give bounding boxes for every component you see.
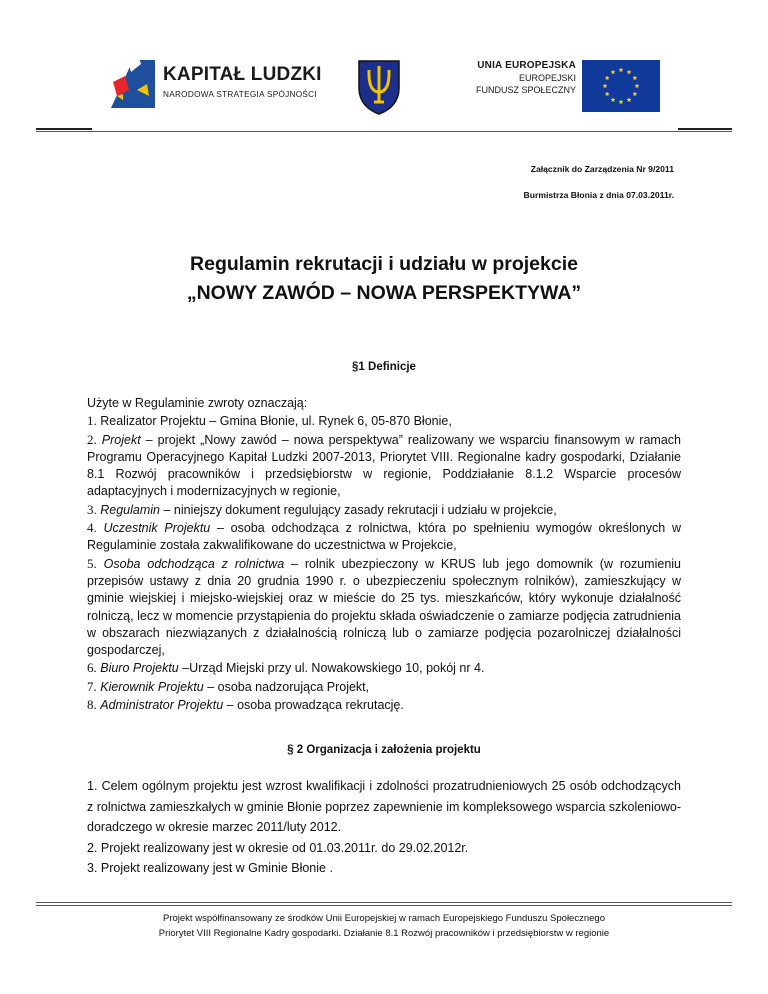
blonie-crest-icon — [356, 58, 402, 116]
definition-item — [87, 431, 681, 501]
section-2-body — [87, 776, 681, 879]
header-rule — [36, 131, 732, 132]
definition-number: 6. — [87, 660, 97, 676]
definition-number: 8. — [87, 697, 97, 713]
eu-flag-icon — [582, 60, 660, 112]
definition-number: 1. — [87, 413, 97, 429]
header-rule-left — [36, 128, 92, 130]
definition-number: 4. — [87, 520, 97, 536]
definition-term: Uczestnik Projektu — [103, 521, 211, 536]
definition-text: – niniejszy dokument regulujący zasady rekrutacji i udziału w projekcie, — [160, 502, 557, 517]
footer-rule-1 — [36, 902, 732, 903]
section-2-paragraph-2: 2. Projekt realizowany jest w okresie od 01.03.2011r. do 29.02.2012r. — [87, 840, 469, 855]
definition-text: – projekt „Nowy zawód – nowa perspektywa” realizowany we wsparciu finansowym w ramach Programu Operacyjnego Kapitał Ludzki 2007-2013, Priorytet VIII. Regionalne kadry gospodarki, Działanie 8.1 Rozwój pracowników i przedsiębiorstw w regionie, Poddziałanie 8.1.2 Wsparcie procesów adaptacyjnych i modernizacyjnych w regionie, — [87, 432, 681, 499]
annex-line-2: Burmistrza Błonia z dnia 07.03.2011r. — [523, 190, 674, 200]
kapital-ludzki-emblem-icon — [107, 50, 163, 112]
header-rule-right — [678, 128, 732, 130]
definition-number: 3. — [87, 501, 97, 517]
definition-text: – rolnik ubezpieczony w KRUS lub jego domownik (w rozumieniu przepisów ustawy z dnia 20 grudnia 1990 r. o ubezpieczeniu społecznym rolników), zamieszkujący w gminie wiejskiej i miejsko-wiejskiej oraz w mieście do 25 tys. mieszkańców, który wykonuje działalność rolniczą, lecz w momencie przystąpienia do projektu składa oświadczenie o zamiarze podjęcia zatrudnienia w obszarach niezwiązanych z działalnością rolniczą lub o zamiarze podjęcia pozarolniczej działalności gospodarczej, — [87, 556, 682, 658]
definition-number: 5. — [87, 555, 97, 571]
definitions-list — [87, 412, 681, 714]
eu-line-2: EUROPEJSKI — [518, 73, 576, 83]
kapital-ludzki-subtitle: NARODOWA STRATEGIA SPÓJNOŚCI — [163, 90, 317, 99]
eu-line-3: FUNDUSZ SPOŁECZNY — [475, 85, 576, 95]
eu-logo — [468, 60, 660, 116]
definition-text: Realizator Projektu – Gmina Błonie, ul. Rynek 6, 05-870 Błonie, — [100, 414, 452, 429]
definition-number: 2. — [87, 431, 97, 447]
footer-line-2: Priorytet VIII Regionalne Kadry gospodarki. Działanie 8.1 Rozwój pracowników i przedsiębiorstw w regionie — [158, 928, 610, 939]
definition-term: Osoba odchodząca z rolnictwa — [103, 556, 285, 571]
definition-number: 7. — [87, 678, 97, 694]
definition-text: – osoba nadzorująca Projekt, — [203, 679, 370, 694]
kapital-ludzki-logo — [107, 50, 322, 112]
kapital-ludzki-title: KAPITAŁ LUDZKI — [163, 64, 322, 85]
section-1-intro: Użyte w Regulaminie zwroty oznaczają: — [87, 396, 308, 410]
definition-term: Kierownik Projektu — [100, 679, 204, 694]
section-2-heading: § 2 Organizacja i założenia projektu — [287, 744, 481, 756]
definition-term: Regulamin — [100, 502, 160, 517]
definition-item — [87, 555, 681, 660]
definition-text: – osoba odchodząca z rolnictwa, która po spełnieniu wymogów określonych w Regulaminie została zakwalifikowane do uczestnictwa w Projekcie, — [87, 521, 681, 553]
definition-text: – osoba prowadząca rekrutację. — [223, 698, 404, 713]
definition-text: –Urząd Miejski przy ul. Nowakowskiego 10, pokój nr 4. — [178, 661, 485, 676]
section-1-body — [87, 395, 681, 714]
definition-term: Projekt — [101, 432, 141, 447]
document-title-line-2: „NOWY ZAWÓD – NOWA PERSPEKTYWA” — [186, 282, 582, 304]
section-1-heading: §1 Definicje — [352, 361, 416, 373]
definition-item — [87, 501, 681, 519]
section-2-paragraph-1: 1. Celem ogólnym projektu jest wzrost kwalifikacji i zdolności prozatrudnieniowych 25 osób odchodzących z rolnictwa zamieszkałych w gminie Błonie poprzez zapewnienie im kompleksowego wsparcia szkoleniowo-doradczego w okresie marzec 2011/luty 2012. — [87, 779, 682, 834]
document-title-line-1: Regulamin rekrutacji i udziału w projekcie — [190, 253, 578, 275]
definition-item — [87, 678, 681, 696]
annex-line-1: Załącznik do Zarządzenia Nr 9/2011 — [530, 164, 674, 174]
footer-rule-2 — [36, 905, 732, 906]
definition-item — [87, 696, 681, 714]
definition-item — [87, 519, 681, 555]
definition-term: Administrator Projektu — [100, 698, 224, 713]
eu-line-1: UNIA EUROPEJSKA — [477, 60, 576, 71]
definition-item — [87, 412, 681, 430]
definition-term: Biuro Projektu — [100, 661, 179, 676]
footer-line-1: Projekt współfinansowany ze środków Unii Europejskiej w ramach Europejskiego Funduszu Społecznego — [163, 913, 605, 924]
section-2-paragraph-3: 3. Projekt realizowany jest w Gminie Błonie . — [87, 861, 333, 875]
definition-item — [87, 659, 681, 677]
